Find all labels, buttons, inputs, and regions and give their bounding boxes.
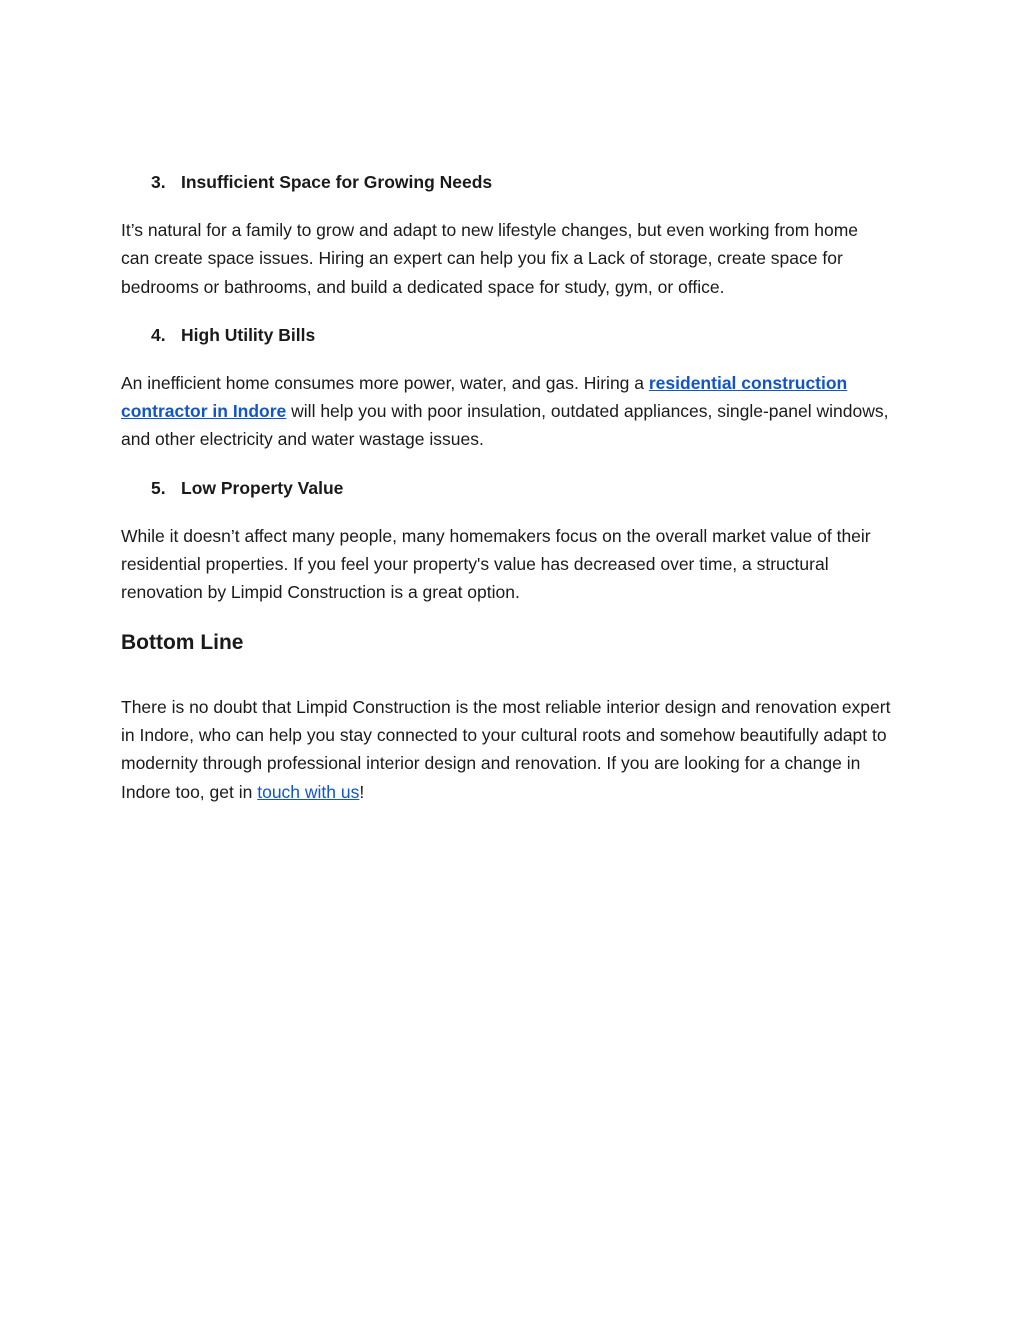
heading-text: Low Property Value [181, 477, 344, 498]
list-number: 3. [151, 172, 166, 192]
bottom-line-paragraph [121, 693, 891, 806]
residential-contractor-link[interactable]: residential construction contractor in Indore [121, 372, 848, 422]
section-heading-3 [151, 168, 891, 196]
section-heading-4 [151, 321, 891, 349]
paragraph-text-after: ! [359, 781, 365, 802]
paragraph-text-before: There is no doubt that Limpid Construction is the most reliable interior design and renovation expert in Indore, who can help you stay connected to your cultural roots and somehow beautifully adapt to modernity through professional interior design and renovation. If you are looking for a change in Indore too, get in [121, 696, 891, 802]
bottom-line-title: Bottom Line [121, 630, 244, 654]
heading-text: Insufficient Space for Growing Needs [181, 172, 493, 192]
paragraph-text-before: An inefficient home consumes more power, water, and gas. Hiring a [121, 372, 649, 393]
list-number: 4. [151, 324, 166, 345]
heading-text: High Utility Bills [181, 324, 316, 345]
section-paragraph-3: It’s natural for a family to grow and adapt to new lifestyle changes, but even working from home can create space issues. Hiring an expert can help you fix a Lack of storage, create space for bedrooms or bathrooms, and build a dedicated space for study, gym, or office. [121, 220, 859, 297]
section-paragraph-5: While it doesn’t affect many people, many homemakers focus on the overall market value of their residential properties. If you feel your property's value has decreased over time, a structural renovation by Limpid Construction is a great option. [121, 525, 871, 603]
section-paragraph-4 [121, 369, 891, 454]
section-heading-5 [151, 474, 891, 502]
touch-with-us-link[interactable]: touch with us [257, 781, 360, 802]
document-content [121, 168, 891, 826]
list-number: 5. [151, 477, 166, 498]
paragraph-text-after: will help you with poor insulation, outdated appliances, single-panel windows, and other electricity and water wastage issues. [121, 401, 889, 450]
